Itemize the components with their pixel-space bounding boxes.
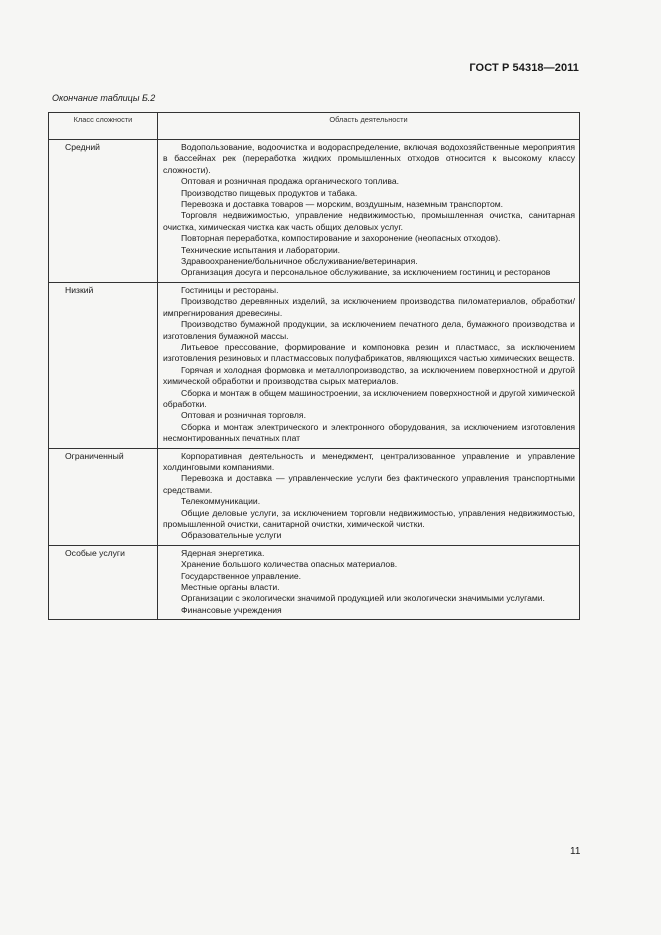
- activity-paragraph: Производство пищевых продуктов и табака.: [181, 187, 358, 198]
- activity-paragraph: Финансовые учреждения: [181, 604, 282, 615]
- activity-paragraph: Производство бумажной продукции, за исключением печатного дела, бумажного производства и изготовления бумажной массы.: [163, 319, 575, 341]
- activity-paragraph: Перевозка и доставка товаров — морским, воздушным, наземным транспортом.: [181, 199, 504, 210]
- activity-paragraph: Литьевое прессование, формирование и компоновка резин и пластмасс, за исключением изготовления резиновых и пластмассовых полуфабрикатов, являющихся частью химических веществ.: [163, 341, 575, 364]
- column-header-area: Область деятельности: [158, 113, 580, 140]
- activity-paragraph: Торговля недвижимостью, управление недвижимостью, промышленная очистка, санитарная очистка, химическая чистка как часть общих деловых услуг.: [163, 210, 575, 232]
- activity-paragraph: Местные органы власти.: [181, 582, 280, 593]
- table-body: [49, 140, 580, 620]
- table-row: [49, 448, 580, 545]
- activity-paragraph: Общие деловые услуги, за исключением торговли недвижимостью, управления недвижимостью, промышленной очистки, санитарной очистки, химической чистки.: [163, 507, 575, 529]
- activity-area-cell: [158, 448, 580, 545]
- activity-paragraph: Перевозка и доставка — управленческие услуги без фактического управления транспортными средствами.: [163, 473, 575, 495]
- activity-paragraph: Здравоохранение/больничное обслуживание/ветеринария.: [181, 256, 418, 267]
- complexity-class-cell: Средний: [49, 140, 158, 283]
- activity-area-cell: [158, 282, 580, 448]
- activity-paragraph: Гостиницы и рестораны.: [181, 284, 279, 295]
- activity-paragraph: Ядерная энергетика.: [181, 547, 265, 558]
- table-row: [49, 140, 580, 283]
- complexity-class-cell: Низкий: [49, 282, 158, 448]
- activity-paragraph: Водопользование, водоочистка и водораспределение, включая водохозяйственные мероприятия в бассейнах рек (переработка жидких промышленных отходов относится к высокому классу сложности).: [163, 142, 575, 175]
- activity-paragraph: Телекоммуникации.: [181, 496, 261, 507]
- activity-paragraph: Сборка и монтаж электрического и электронного оборудования, за исключением изготовления несмонтированных печатных плат: [163, 421, 575, 444]
- activity-paragraph: Государственное управление.: [181, 570, 302, 581]
- activity-paragraph: Горячая и холодная формовка и металлопроизводство, за исключением поверхностной и другой химической обработки и производства сырых материалов.: [163, 364, 575, 387]
- table-header-row: [49, 113, 580, 140]
- activity-area-cell: [158, 545, 580, 619]
- activity-paragraph: Корпоративная деятельность и менеджмент, централизованное управление и управление холдинговыми компаниями.: [163, 450, 575, 472]
- activity-paragraph: Сборка и монтаж в общем машиностроении, за исключением поверхностной и другой химической обработки.: [163, 387, 575, 409]
- activity-paragraph: Организация досуга и персональное обслуживание, за исключением гостиниц и ресторанов: [181, 267, 551, 278]
- complexity-class-cell: Ограниченный: [49, 448, 158, 545]
- activity-complexity-table: [48, 112, 580, 620]
- activity-paragraph: Оптовая и розничная продажа органического топлива.: [181, 176, 400, 187]
- activity-area-cell: [158, 140, 580, 283]
- complexity-class-cell: Особые услуги: [49, 545, 158, 619]
- activity-paragraph: Повторная переработка, компостирование и захоронение (неопасных отходов).: [181, 233, 501, 244]
- table-row: [49, 545, 580, 619]
- activity-paragraph: Оптовая и розничная торговля.: [181, 410, 306, 421]
- column-header-class: Класс сложности: [49, 113, 158, 140]
- activity-paragraph: Хранение большого количества опасных материалов.: [181, 559, 398, 570]
- table-row: [49, 282, 580, 448]
- document-standard-number: ГОСТ Р 54318—2011: [469, 62, 579, 74]
- activity-paragraph: Производство деревянных изделий, за исключением производства пиломатериалов, обработки/импрегнирования древесины.: [163, 296, 575, 318]
- page-number: 11: [570, 846, 581, 857]
- activity-paragraph: Организации с экологически значимой продукцией или экологически значимыми услугами.: [181, 593, 545, 604]
- table-caption: Окончание таблицы Б.2: [52, 93, 156, 103]
- activity-paragraph: Технические испытания и лаборатории.: [181, 244, 341, 255]
- activity-paragraph: Образовательные услуги: [181, 530, 282, 541]
